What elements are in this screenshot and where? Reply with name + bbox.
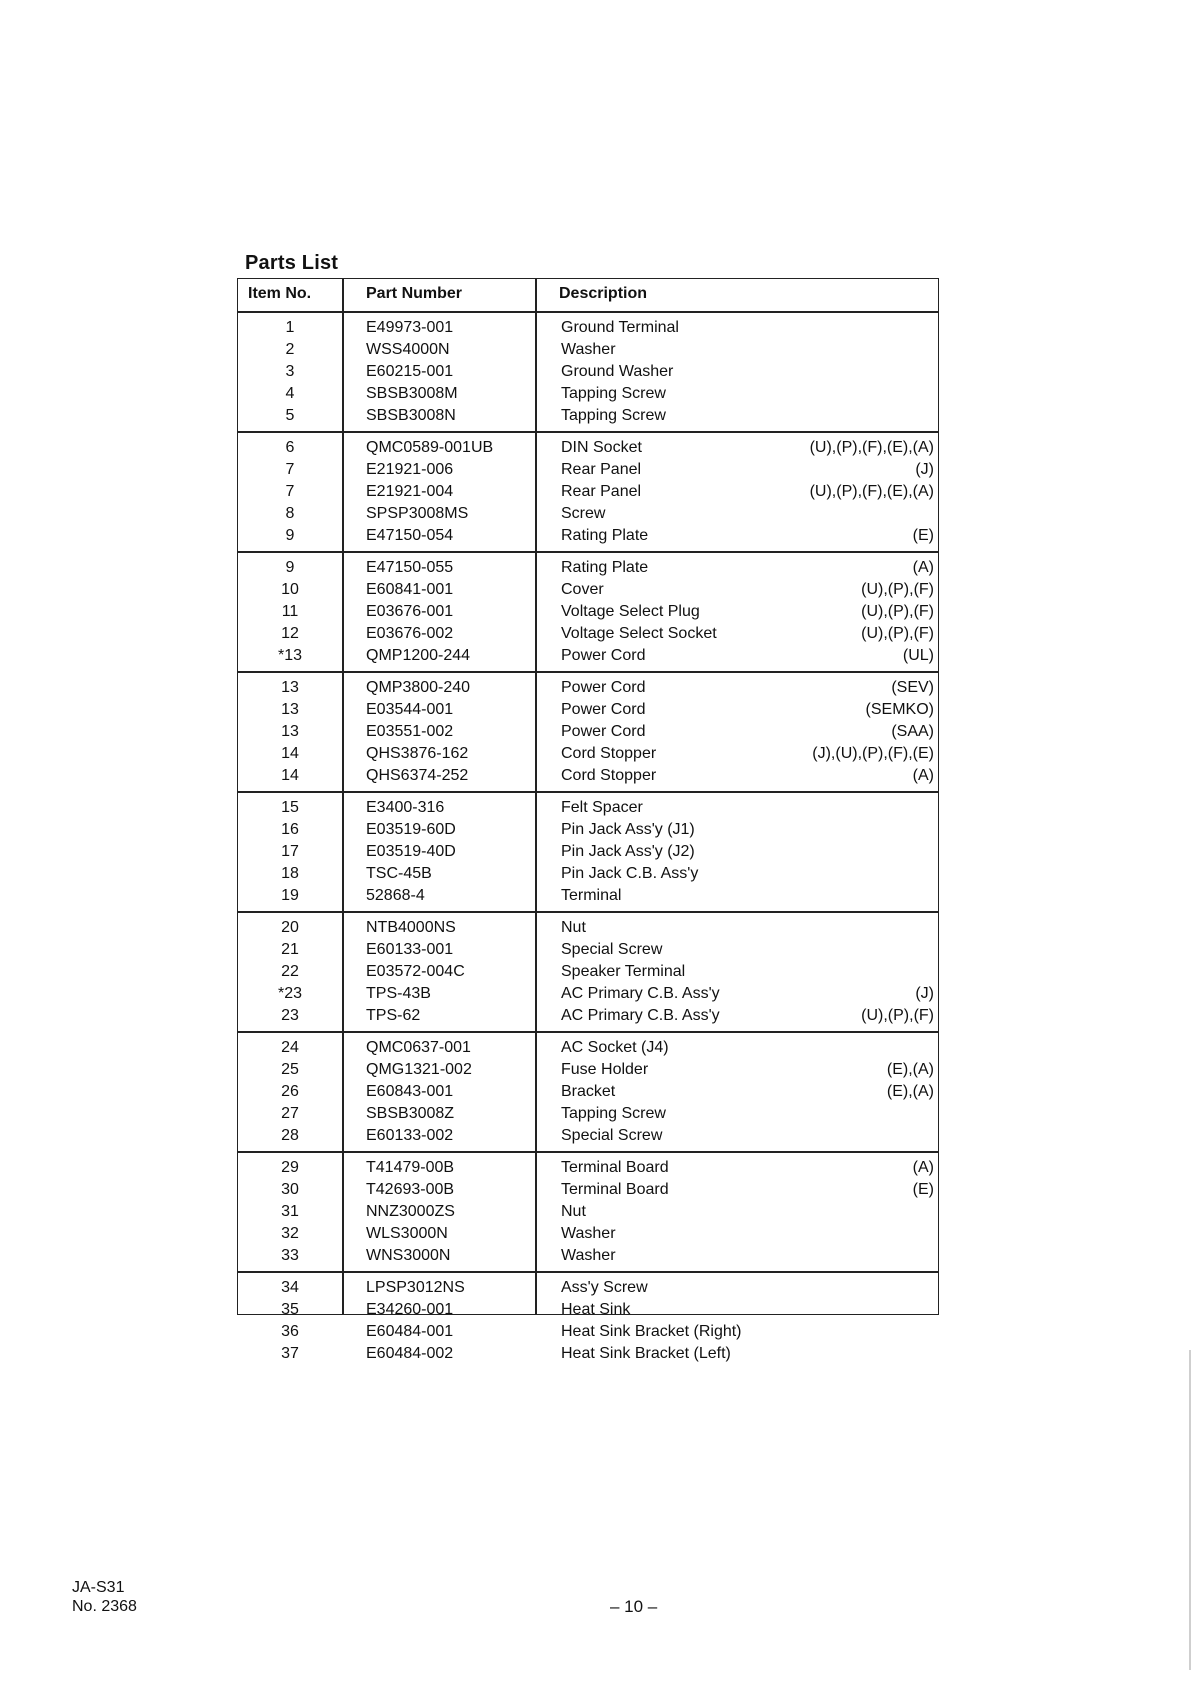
item-no-cell: 19 bbox=[281, 887, 299, 904]
part-number-cell: TSC-45B bbox=[366, 865, 432, 882]
table-row bbox=[238, 579, 938, 601]
description-cell: Power Cord bbox=[561, 679, 646, 696]
description-cell: Fuse Holder bbox=[561, 1061, 649, 1078]
description-cell: Felt Spacer bbox=[561, 799, 643, 816]
description-cell: Power Cord bbox=[561, 723, 646, 740]
item-no-cell: *23 bbox=[277, 985, 303, 1002]
table-row bbox=[238, 1005, 938, 1027]
item-no-cell: 15 bbox=[281, 799, 299, 816]
item-no-cell: 27 bbox=[281, 1105, 299, 1122]
description-cell: DIN Socket bbox=[561, 439, 642, 456]
part-number-cell: E3400-316 bbox=[366, 799, 445, 816]
parts-group bbox=[238, 1153, 938, 1271]
model-note-cell: (UL) bbox=[902, 647, 934, 664]
table-row bbox=[238, 983, 938, 1005]
part-number-cell: QMP1200-244 bbox=[366, 647, 471, 664]
table-row bbox=[238, 765, 938, 787]
item-no-cell: 8 bbox=[285, 505, 295, 522]
page-title: Parts List bbox=[245, 252, 339, 274]
model-note-cell: (U),(P),(F) bbox=[861, 603, 934, 620]
part-number-cell: E03676-002 bbox=[366, 625, 454, 642]
part-number-cell: 52868-4 bbox=[366, 887, 425, 904]
model-note-cell: (SEMKO) bbox=[865, 701, 934, 718]
part-number-cell: SBSB3008Z bbox=[366, 1105, 455, 1122]
item-no-cell: 14 bbox=[281, 767, 299, 784]
description-cell: Pin Jack C.B. Ass'y bbox=[561, 865, 699, 882]
part-number-cell: E21921-006 bbox=[366, 461, 454, 478]
table-row bbox=[238, 917, 938, 939]
table-row bbox=[238, 1157, 938, 1179]
part-number-cell: E60843-001 bbox=[366, 1083, 454, 1100]
table-row bbox=[238, 317, 938, 339]
item-no-cell: 29 bbox=[281, 1159, 299, 1176]
model-note-cell: (A) bbox=[912, 1159, 934, 1176]
item-no-cell: 1 bbox=[285, 319, 295, 336]
table-row bbox=[238, 1277, 938, 1299]
model-number: JA-S31 bbox=[72, 1579, 125, 1596]
item-no-cell: 34 bbox=[281, 1279, 299, 1296]
document-id bbox=[72, 1578, 137, 1616]
description-cell: Heat Sink Bracket (Left) bbox=[561, 1345, 731, 1362]
part-number-cell: E03551-002 bbox=[366, 723, 454, 740]
item-no-cell: 33 bbox=[281, 1247, 299, 1264]
table-row bbox=[238, 939, 938, 961]
item-no-cell: 18 bbox=[281, 865, 299, 882]
description-cell: Ground Terminal bbox=[561, 319, 679, 336]
item-no-cell: 24 bbox=[281, 1039, 299, 1056]
item-no-cell: 30 bbox=[281, 1181, 299, 1198]
table-row bbox=[238, 503, 938, 525]
table-row bbox=[238, 405, 938, 427]
table-row bbox=[238, 1223, 938, 1245]
description-cell: Screw bbox=[561, 505, 606, 522]
table-row bbox=[238, 481, 938, 503]
item-no-cell: 13 bbox=[281, 723, 299, 740]
description-cell: Rear Panel bbox=[561, 483, 642, 500]
table-row bbox=[238, 699, 938, 721]
item-no-cell: 14 bbox=[281, 745, 299, 762]
item-no-cell: 36 bbox=[281, 1323, 299, 1340]
part-number-cell: E34260-001 bbox=[366, 1301, 454, 1318]
part-number-cell: E47150-055 bbox=[366, 559, 454, 576]
description-cell: Cord Stopper bbox=[561, 745, 657, 762]
model-note-cell: (J) bbox=[915, 461, 934, 478]
table-row bbox=[238, 961, 938, 983]
item-no-cell: 35 bbox=[281, 1301, 299, 1318]
part-number-cell: TPS-62 bbox=[366, 1007, 421, 1024]
description-cell: AC Socket (J4) bbox=[561, 1039, 669, 1056]
table-row bbox=[238, 623, 938, 645]
description-cell: Tapping Screw bbox=[561, 385, 666, 402]
item-no-cell: 13 bbox=[281, 679, 299, 696]
part-number-cell: QHS3876-162 bbox=[366, 745, 469, 762]
description-cell: Tapping Screw bbox=[561, 407, 666, 424]
table-row bbox=[238, 721, 938, 743]
part-number-cell: WNS3000N bbox=[366, 1247, 451, 1264]
part-number-cell: SBSB3008N bbox=[366, 407, 456, 424]
description-cell: Cover bbox=[561, 581, 604, 598]
parts-group bbox=[238, 433, 938, 551]
description-cell: Washer bbox=[561, 1247, 616, 1264]
item-no-cell: 11 bbox=[281, 603, 299, 620]
part-number-cell: E47150-054 bbox=[366, 527, 454, 544]
table-row bbox=[238, 863, 938, 885]
table-row bbox=[238, 1343, 938, 1365]
table-row bbox=[238, 743, 938, 765]
description-cell: Tapping Screw bbox=[561, 1105, 666, 1122]
description-cell: Terminal Board bbox=[561, 1159, 669, 1176]
description-cell: Washer bbox=[561, 341, 616, 358]
table-row bbox=[238, 1125, 938, 1147]
description-cell: Pin Jack Ass'y (J1) bbox=[561, 821, 695, 838]
part-number-cell: QMC0589-001UB bbox=[366, 439, 494, 456]
part-number-cell: E60841-001 bbox=[366, 581, 454, 598]
model-note-cell: (E) bbox=[912, 1181, 934, 1198]
table-row bbox=[238, 819, 938, 841]
model-note-cell: (SEV) bbox=[891, 679, 934, 696]
model-note-cell: (SAA) bbox=[891, 723, 934, 740]
parts-group bbox=[238, 913, 938, 1031]
table-row bbox=[238, 1103, 938, 1125]
description-cell: Rating Plate bbox=[561, 527, 649, 544]
table-row bbox=[238, 797, 938, 819]
table-row bbox=[238, 383, 938, 405]
description-cell: Bracket bbox=[561, 1083, 616, 1100]
table-row bbox=[238, 1245, 938, 1267]
part-number-cell: E21921-004 bbox=[366, 483, 454, 500]
part-number-cell: E60484-001 bbox=[366, 1323, 454, 1340]
description-cell: Speaker Terminal bbox=[561, 963, 686, 980]
item-no-cell: 12 bbox=[281, 625, 299, 642]
item-no-cell: 20 bbox=[281, 919, 299, 936]
part-number-cell: T41479-00B bbox=[366, 1159, 455, 1176]
table-row bbox=[238, 885, 938, 907]
description-cell: Pin Jack Ass'y (J2) bbox=[561, 843, 695, 860]
part-number-cell: E60484-002 bbox=[366, 1345, 454, 1362]
item-no-cell: 26 bbox=[281, 1083, 299, 1100]
description-cell: Special Screw bbox=[561, 941, 663, 958]
item-no-cell: 4 bbox=[285, 385, 295, 402]
table-row bbox=[238, 557, 938, 579]
table-row bbox=[238, 645, 938, 667]
description-cell: Nut bbox=[561, 919, 586, 936]
table-row bbox=[238, 437, 938, 459]
part-number-cell: E03544-001 bbox=[366, 701, 454, 718]
model-note-cell: (U),(P),(F) bbox=[861, 1007, 934, 1024]
parts-table bbox=[237, 278, 939, 1362]
description-cell: Rear Panel bbox=[561, 461, 642, 478]
item-no-cell: 9 bbox=[285, 559, 295, 576]
part-number-cell: QMC0637-001 bbox=[366, 1039, 471, 1056]
part-number-cell: WLS3000N bbox=[366, 1225, 448, 1242]
model-note-cell: (U),(P),(F),(E),(A) bbox=[809, 483, 934, 500]
part-number-cell: SPSP3008MS bbox=[366, 505, 469, 522]
description-cell: Heat Sink Bracket (Right) bbox=[561, 1323, 742, 1340]
item-no-cell: 9 bbox=[285, 527, 295, 544]
model-note-cell: (J),(U),(P),(F),(E) bbox=[812, 745, 934, 762]
description-cell: Heat Sink bbox=[561, 1301, 631, 1318]
part-number-cell: NNZ3000ZS bbox=[366, 1203, 455, 1220]
part-number-cell: T42693-00B bbox=[366, 1181, 455, 1198]
item-no-cell: 28 bbox=[281, 1127, 299, 1144]
item-no-cell: 37 bbox=[281, 1345, 299, 1362]
description-cell: Power Cord bbox=[561, 701, 646, 718]
description-cell: Voltage Select Socket bbox=[561, 625, 717, 642]
part-number-cell: E03519-40D bbox=[366, 843, 456, 860]
description-cell: Rating Plate bbox=[561, 559, 649, 576]
description-cell: Power Cord bbox=[561, 647, 646, 664]
description-cell: Cord Stopper bbox=[561, 767, 657, 784]
part-number-cell: E03676-001 bbox=[366, 603, 454, 620]
parts-group bbox=[238, 1033, 938, 1151]
part-number-cell: LPSP3012NS bbox=[366, 1279, 465, 1296]
part-number-cell: QMP3800-240 bbox=[366, 679, 471, 696]
parts-group bbox=[238, 313, 938, 431]
item-no-cell: 32 bbox=[281, 1225, 299, 1242]
part-number-cell: WSS4000N bbox=[366, 341, 450, 358]
parts-group bbox=[238, 553, 938, 671]
description-cell: Ass'y Screw bbox=[561, 1279, 648, 1296]
header-description: Description bbox=[559, 285, 648, 302]
part-number-cell: QHS6374-252 bbox=[366, 767, 469, 784]
item-no-cell: 16 bbox=[281, 821, 299, 838]
description-cell: Terminal Board bbox=[561, 1181, 669, 1198]
table-row bbox=[238, 525, 938, 547]
header-item-no: Item No. bbox=[248, 285, 312, 302]
table-row bbox=[238, 841, 938, 863]
table-row bbox=[238, 1299, 938, 1321]
model-note-cell: (E),(A) bbox=[886, 1061, 934, 1078]
part-number-cell: NTB4000NS bbox=[366, 919, 456, 936]
item-no-cell: 7 bbox=[285, 461, 295, 478]
part-number-cell: E60133-002 bbox=[366, 1127, 454, 1144]
description-cell: Voltage Select Plug bbox=[561, 603, 700, 620]
model-note-cell: (U),(P),(F) bbox=[861, 625, 934, 642]
model-note-cell: (J) bbox=[915, 985, 934, 1002]
page-number: – 10 – bbox=[610, 1597, 658, 1616]
table-row bbox=[238, 1201, 938, 1223]
item-no-cell: *13 bbox=[277, 647, 303, 664]
part-number-cell: E49973-001 bbox=[366, 319, 454, 336]
item-no-cell: 5 bbox=[285, 407, 295, 424]
description-cell: Nut bbox=[561, 1203, 586, 1220]
table-row bbox=[238, 1179, 938, 1201]
item-no-cell: 7 bbox=[285, 483, 295, 500]
item-no-cell: 23 bbox=[281, 1007, 299, 1024]
table-row bbox=[238, 361, 938, 383]
item-no-cell: 17 bbox=[281, 843, 299, 860]
parts-group bbox=[238, 673, 938, 791]
part-number-cell: E03572-004C bbox=[366, 963, 465, 980]
description-cell: Ground Washer bbox=[561, 363, 674, 380]
model-note-cell: (U),(P),(F) bbox=[861, 581, 934, 598]
table-row bbox=[238, 1059, 938, 1081]
item-no-cell: 2 bbox=[285, 341, 295, 358]
part-number-cell: SBSB3008M bbox=[366, 385, 458, 402]
item-no-cell: 10 bbox=[281, 581, 299, 598]
part-number-cell: E60133-001 bbox=[366, 941, 454, 958]
item-no-cell: 3 bbox=[285, 363, 295, 380]
parts-group bbox=[238, 1273, 938, 1389]
part-number-cell: TPS-43B bbox=[366, 985, 431, 1002]
table-row bbox=[238, 459, 938, 481]
item-no-cell: 22 bbox=[281, 963, 299, 980]
description-cell: AC Primary C.B. Ass'y bbox=[561, 985, 720, 1002]
item-no-cell: 25 bbox=[281, 1061, 299, 1078]
model-note-cell: (A) bbox=[912, 767, 934, 784]
table-row bbox=[238, 1321, 938, 1343]
description-cell: Special Screw bbox=[561, 1127, 663, 1144]
parts-group bbox=[238, 793, 938, 911]
table-row bbox=[238, 339, 938, 361]
document-number: No. 2368 bbox=[72, 1598, 137, 1615]
table-row bbox=[238, 677, 938, 699]
table-row bbox=[238, 1081, 938, 1103]
item-no-cell: 31 bbox=[281, 1203, 299, 1220]
table-row bbox=[238, 1037, 938, 1059]
part-number-cell: E03519-60D bbox=[366, 821, 456, 838]
item-no-cell: 13 bbox=[281, 701, 299, 718]
table-row bbox=[238, 601, 938, 623]
item-no-cell: 6 bbox=[285, 439, 295, 456]
part-number-cell: E60215-001 bbox=[366, 363, 454, 380]
model-note-cell: (E) bbox=[912, 527, 934, 544]
item-no-cell: 21 bbox=[281, 941, 299, 958]
description-cell: Terminal bbox=[561, 887, 622, 904]
part-number-cell: QMG1321-002 bbox=[366, 1061, 472, 1078]
model-note-cell: (U),(P),(F),(E),(A) bbox=[809, 439, 934, 456]
model-note-cell: (E),(A) bbox=[886, 1083, 934, 1100]
model-note-cell: (A) bbox=[912, 559, 934, 576]
header-part-number: Part Number bbox=[366, 285, 463, 302]
description-cell: Washer bbox=[561, 1225, 616, 1242]
description-cell: AC Primary C.B. Ass'y bbox=[561, 1007, 720, 1024]
